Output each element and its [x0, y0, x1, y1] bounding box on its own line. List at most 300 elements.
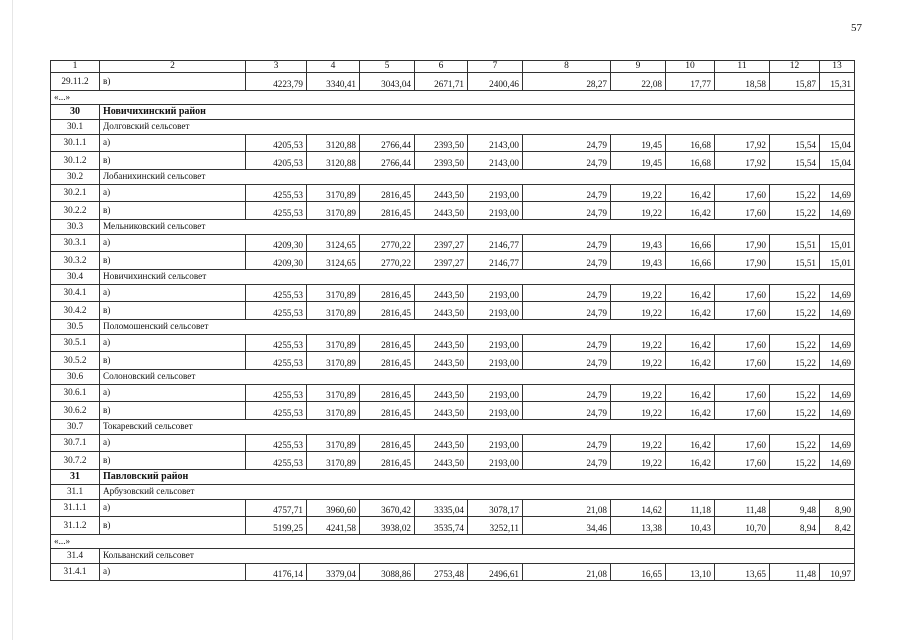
row-value: 8,42	[820, 517, 855, 535]
row-value: 19,43	[611, 234, 666, 252]
row-value: 2393,50	[415, 152, 468, 170]
row-value: 24,79	[523, 284, 611, 302]
row-value: 15,22	[770, 284, 820, 302]
row-value: 17,60	[715, 402, 770, 420]
row-label: в)	[100, 402, 246, 420]
section-title: Солоновский сельсовет	[100, 369, 855, 384]
row-value: 24,79	[523, 184, 611, 202]
row-value: 21,08	[523, 563, 611, 581]
row-value: 2816,45	[360, 434, 415, 452]
table-row	[51, 402, 855, 420]
tariff-table	[50, 60, 855, 581]
row-value: 24,79	[523, 452, 611, 470]
column-header: 8	[523, 61, 611, 73]
row-value: 15,04	[820, 152, 855, 170]
row-value: 3078,17	[468, 499, 523, 517]
table-row	[51, 499, 855, 517]
row-value: 15,87	[770, 73, 820, 91]
column-header: 10	[666, 61, 715, 73]
row-value: 2770,22	[360, 252, 415, 270]
row-value: 16,42	[666, 302, 715, 320]
row-value: 4209,30	[246, 234, 307, 252]
row-code: 30.2.1	[51, 184, 100, 202]
table-row	[51, 384, 855, 402]
row-value: 28,27	[523, 73, 611, 91]
row-value: 2400,46	[468, 73, 523, 91]
row-code: 30.5.1	[51, 334, 100, 352]
table-row	[51, 302, 855, 320]
row-value: 9,48	[770, 499, 820, 517]
row-value: 2443,50	[415, 402, 468, 420]
row-label: в)	[100, 152, 246, 170]
row-value: 16,42	[666, 434, 715, 452]
section-title: Новичихинский сельсовет	[100, 269, 855, 284]
table-row	[51, 352, 855, 370]
council-heading-row	[51, 548, 855, 563]
row-value: 14,69	[820, 184, 855, 202]
row-value: 2443,50	[415, 352, 468, 370]
section-title: Лобанихинский сельсовет	[100, 169, 855, 184]
row-value: 17,60	[715, 434, 770, 452]
row-value: 15,54	[770, 134, 820, 152]
table-body	[51, 61, 855, 581]
row-value: 4757,71	[246, 499, 307, 517]
row-label: в)	[100, 352, 246, 370]
row-value: 10,43	[666, 517, 715, 535]
row-value: 2193,00	[468, 434, 523, 452]
row-label: в)	[100, 452, 246, 470]
row-value: 17,77	[666, 73, 715, 91]
row-value: 24,79	[523, 202, 611, 220]
row-value: 15,22	[770, 202, 820, 220]
row-value: 14,69	[820, 402, 855, 420]
row-value: 2193,00	[468, 334, 523, 352]
row-code: 30.6.2	[51, 402, 100, 420]
row-value: 3670,42	[360, 499, 415, 517]
row-code: 30.3.1	[51, 234, 100, 252]
row-value: 19,22	[611, 402, 666, 420]
row-value: 4255,53	[246, 302, 307, 320]
row-value: 19,22	[611, 302, 666, 320]
row-value: 16,66	[666, 252, 715, 270]
council-heading-row	[51, 269, 855, 284]
row-value: 4255,53	[246, 202, 307, 220]
row-value: 2816,45	[360, 384, 415, 402]
row-label: в)	[100, 73, 246, 91]
row-value: 2143,00	[468, 134, 523, 152]
row-value: 24,79	[523, 352, 611, 370]
row-value: 2143,00	[468, 152, 523, 170]
column-header: 11	[715, 61, 770, 73]
row-value: 15,01	[820, 252, 855, 270]
row-value: 4255,53	[246, 284, 307, 302]
row-value: 3170,89	[307, 334, 360, 352]
row-value: 4209,30	[246, 252, 307, 270]
column-header: 12	[770, 61, 820, 73]
section-code: 30.3	[51, 219, 100, 234]
row-value: 16,42	[666, 402, 715, 420]
table-row	[51, 73, 855, 91]
section-code: 30.7	[51, 419, 100, 434]
row-code: 30.7.1	[51, 434, 100, 452]
column-header: 2	[100, 61, 246, 73]
section-code: 30.2	[51, 169, 100, 184]
row-value: 2443,50	[415, 434, 468, 452]
table-row	[51, 284, 855, 302]
row-value: 17,60	[715, 384, 770, 402]
section-code: 30.1	[51, 119, 100, 134]
row-value: 24,79	[523, 384, 611, 402]
column-header: 4	[307, 61, 360, 73]
section-code: 31.4	[51, 548, 100, 563]
row-value: 3535,74	[415, 517, 468, 535]
row-value: 3170,89	[307, 202, 360, 220]
row-value: 2770,22	[360, 234, 415, 252]
row-value: 10,70	[715, 517, 770, 535]
row-value: 17,60	[715, 352, 770, 370]
row-value: 19,22	[611, 352, 666, 370]
row-value: 2816,45	[360, 452, 415, 470]
row-value: 15,31	[820, 73, 855, 91]
row-value: 4255,53	[246, 352, 307, 370]
row-value: 2146,77	[468, 252, 523, 270]
row-value: 21,08	[523, 499, 611, 517]
row-value: 3938,02	[360, 517, 415, 535]
row-value: 3120,88	[307, 134, 360, 152]
row-value: 17,92	[715, 152, 770, 170]
row-label: а)	[100, 434, 246, 452]
row-value: 2443,50	[415, 302, 468, 320]
row-label: в)	[100, 302, 246, 320]
row-value: 16,42	[666, 452, 715, 470]
table-row	[51, 452, 855, 470]
table-row	[51, 184, 855, 202]
row-value: 13,65	[715, 563, 770, 581]
row-value: 2193,00	[468, 284, 523, 302]
row-value: 15,01	[820, 234, 855, 252]
row-value: 22,08	[611, 73, 666, 91]
row-value: 15,22	[770, 334, 820, 352]
section-code: 31	[51, 469, 100, 484]
row-value: 2397,27	[415, 252, 468, 270]
row-value: 3124,65	[307, 234, 360, 252]
row-value: 15,51	[770, 234, 820, 252]
row-value: 2816,45	[360, 202, 415, 220]
row-value: 15,04	[820, 134, 855, 152]
row-label: а)	[100, 234, 246, 252]
row-label: а)	[100, 184, 246, 202]
row-value: 15,22	[770, 384, 820, 402]
table-row	[51, 234, 855, 252]
row-value: 2816,45	[360, 402, 415, 420]
row-code: 30.5.2	[51, 352, 100, 370]
row-value: 17,60	[715, 202, 770, 220]
row-value: 16,66	[666, 234, 715, 252]
row-value: 4255,53	[246, 384, 307, 402]
column-header: 5	[360, 61, 415, 73]
row-value: 24,79	[523, 434, 611, 452]
row-value: 15,22	[770, 402, 820, 420]
row-value: 10,97	[820, 563, 855, 581]
table-row	[51, 252, 855, 270]
row-value: 24,79	[523, 234, 611, 252]
column-header: 3	[246, 61, 307, 73]
row-value: 3120,88	[307, 152, 360, 170]
row-value: 24,79	[523, 134, 611, 152]
section-code: 30.4	[51, 269, 100, 284]
row-code: 30.4.1	[51, 284, 100, 302]
row-value: 11,48	[715, 499, 770, 517]
row-value: 2443,50	[415, 284, 468, 302]
row-value: 4205,53	[246, 134, 307, 152]
row-value: 4255,53	[246, 434, 307, 452]
row-code: 30.4.2	[51, 302, 100, 320]
row-value: 3170,89	[307, 452, 360, 470]
row-value: 2193,00	[468, 384, 523, 402]
row-value: 19,45	[611, 152, 666, 170]
row-value: 2496,61	[468, 563, 523, 581]
row-value: 16,42	[666, 202, 715, 220]
row-value: 2397,27	[415, 234, 468, 252]
row-value: 17,60	[715, 184, 770, 202]
row-value: 17,92	[715, 134, 770, 152]
row-value: 17,90	[715, 252, 770, 270]
row-label: а)	[100, 334, 246, 352]
row-value: 2766,44	[360, 152, 415, 170]
column-header: 6	[415, 61, 468, 73]
row-value: 16,42	[666, 284, 715, 302]
row-label: в)	[100, 517, 246, 535]
row-value: 19,43	[611, 252, 666, 270]
row-value: 4255,53	[246, 402, 307, 420]
council-heading-row	[51, 119, 855, 134]
council-heading-row	[51, 484, 855, 499]
row-value: 4255,53	[246, 184, 307, 202]
row-value: 4255,53	[246, 452, 307, 470]
row-label: а)	[100, 499, 246, 517]
row-value: 17,60	[715, 452, 770, 470]
row-code: 30.1.1	[51, 134, 100, 152]
column-header: 13	[820, 61, 855, 73]
row-value: 13,38	[611, 517, 666, 535]
section-title: Долговский сельсовет	[100, 119, 855, 134]
row-value: 3960,60	[307, 499, 360, 517]
table-row	[51, 434, 855, 452]
omission-row	[51, 90, 855, 104]
row-value: 3335,04	[415, 499, 468, 517]
row-value: 2816,45	[360, 302, 415, 320]
row-value: 2193,00	[468, 184, 523, 202]
row-value: 2393,50	[415, 134, 468, 152]
row-label: а)	[100, 284, 246, 302]
row-value: 3340,41	[307, 73, 360, 91]
row-value: 2193,00	[468, 202, 523, 220]
section-code: 30.6	[51, 369, 100, 384]
council-heading-row	[51, 219, 855, 234]
row-value: 2816,45	[360, 284, 415, 302]
section-title: Токаревский сельсовет	[100, 419, 855, 434]
district-heading-row	[51, 104, 855, 119]
row-value: 3252,11	[468, 517, 523, 535]
row-value: 14,69	[820, 434, 855, 452]
row-value: 3170,89	[307, 402, 360, 420]
row-value: 14,69	[820, 384, 855, 402]
row-value: 34,46	[523, 517, 611, 535]
row-value: 3379,04	[307, 563, 360, 581]
council-heading-row	[51, 319, 855, 334]
row-value: 24,79	[523, 402, 611, 420]
row-value: 5199,25	[246, 517, 307, 535]
row-code: 31.1.1	[51, 499, 100, 517]
row-value: 14,69	[820, 284, 855, 302]
section-title: Новичихинский район	[100, 104, 855, 119]
row-value: 14,69	[820, 452, 855, 470]
row-value: 2193,00	[468, 352, 523, 370]
omission-marker: «...»	[51, 534, 855, 548]
row-value: 18,58	[715, 73, 770, 91]
row-value: 19,22	[611, 452, 666, 470]
section-code: 30.5	[51, 319, 100, 334]
row-value: 2671,71	[415, 73, 468, 91]
row-value: 2193,00	[468, 302, 523, 320]
row-value: 19,22	[611, 434, 666, 452]
row-value: 4176,14	[246, 563, 307, 581]
row-value: 15,22	[770, 352, 820, 370]
section-title: Поломошенский сельсовет	[100, 319, 855, 334]
row-code: 31.4.1	[51, 563, 100, 581]
row-value: 2816,45	[360, 334, 415, 352]
council-heading-row	[51, 419, 855, 434]
row-value: 8,90	[820, 499, 855, 517]
row-value: 3043,04	[360, 73, 415, 91]
section-title: Кольванский сельсовет	[100, 548, 855, 563]
row-value: 17,60	[715, 334, 770, 352]
row-value: 3170,89	[307, 352, 360, 370]
row-value: 24,79	[523, 302, 611, 320]
row-value: 15,54	[770, 152, 820, 170]
row-value: 2443,50	[415, 184, 468, 202]
column-header: 9	[611, 61, 666, 73]
column-number-row	[51, 61, 855, 73]
row-value: 16,65	[611, 563, 666, 581]
row-value: 8,94	[770, 517, 820, 535]
row-value: 3170,89	[307, 184, 360, 202]
council-heading-row	[51, 169, 855, 184]
row-code: 31.1.2	[51, 517, 100, 535]
council-heading-row	[51, 369, 855, 384]
row-value: 17,90	[715, 234, 770, 252]
row-value: 19,22	[611, 202, 666, 220]
row-value: 14,69	[820, 352, 855, 370]
row-label: а)	[100, 134, 246, 152]
column-header: 1	[51, 61, 100, 73]
row-value: 2443,50	[415, 202, 468, 220]
row-value: 2443,50	[415, 452, 468, 470]
row-value: 15,51	[770, 252, 820, 270]
row-label: а)	[100, 384, 246, 402]
row-value: 3088,86	[360, 563, 415, 581]
row-value: 14,69	[820, 334, 855, 352]
page-number: 57	[851, 22, 862, 34]
row-value: 2146,77	[468, 234, 523, 252]
row-value: 24,79	[523, 152, 611, 170]
row-value: 16,42	[666, 352, 715, 370]
row-label: в)	[100, 202, 246, 220]
row-value: 16,42	[666, 184, 715, 202]
row-label: в)	[100, 252, 246, 270]
row-value: 19,45	[611, 134, 666, 152]
table-row	[51, 202, 855, 220]
row-value: 2816,45	[360, 184, 415, 202]
row-value: 19,22	[611, 384, 666, 402]
section-title: Павловский район	[100, 469, 855, 484]
row-value: 14,62	[611, 499, 666, 517]
row-value: 4241,58	[307, 517, 360, 535]
row-value: 24,79	[523, 334, 611, 352]
row-value: 14,69	[820, 302, 855, 320]
row-value: 2443,50	[415, 334, 468, 352]
row-value: 14,69	[820, 202, 855, 220]
row-value: 15,22	[770, 434, 820, 452]
omission-row	[51, 534, 855, 548]
row-value: 4205,53	[246, 152, 307, 170]
section-title: Мельниковский сельсовет	[100, 219, 855, 234]
section-code: 31.1	[51, 484, 100, 499]
row-value: 2753,48	[415, 563, 468, 581]
column-header: 7	[468, 61, 523, 73]
row-value: 16,68	[666, 134, 715, 152]
row-value: 19,22	[611, 334, 666, 352]
row-code: 30.3.2	[51, 252, 100, 270]
row-code: 30.6.1	[51, 384, 100, 402]
row-value: 19,22	[611, 284, 666, 302]
row-value: 24,79	[523, 252, 611, 270]
row-value: 16,42	[666, 384, 715, 402]
row-code: 30.2.2	[51, 202, 100, 220]
row-value: 15,22	[770, 302, 820, 320]
row-value: 11,18	[666, 499, 715, 517]
row-value: 17,60	[715, 284, 770, 302]
row-value: 3170,89	[307, 302, 360, 320]
row-value: 3124,65	[307, 252, 360, 270]
row-value: 3170,89	[307, 434, 360, 452]
table-row	[51, 152, 855, 170]
row-value: 11,48	[770, 563, 820, 581]
row-code: 29.11.2	[51, 73, 100, 91]
table-row	[51, 134, 855, 152]
omission-marker: «...»	[51, 90, 855, 104]
row-value: 15,22	[770, 452, 820, 470]
row-code: 30.1.2	[51, 152, 100, 170]
district-heading-row	[51, 469, 855, 484]
section-code: 30	[51, 104, 100, 119]
row-value: 4255,53	[246, 334, 307, 352]
row-value: 16,42	[666, 334, 715, 352]
row-value: 3170,89	[307, 284, 360, 302]
row-label: а)	[100, 563, 246, 581]
table-row	[51, 563, 855, 581]
row-value: 2816,45	[360, 352, 415, 370]
row-value: 2443,50	[415, 384, 468, 402]
row-value: 3170,89	[307, 384, 360, 402]
row-value: 2766,44	[360, 134, 415, 152]
row-value: 2193,00	[468, 452, 523, 470]
row-value: 2193,00	[468, 402, 523, 420]
table-row	[51, 334, 855, 352]
row-value: 13,10	[666, 563, 715, 581]
row-value: 16,68	[666, 152, 715, 170]
row-value: 4223,79	[246, 73, 307, 91]
